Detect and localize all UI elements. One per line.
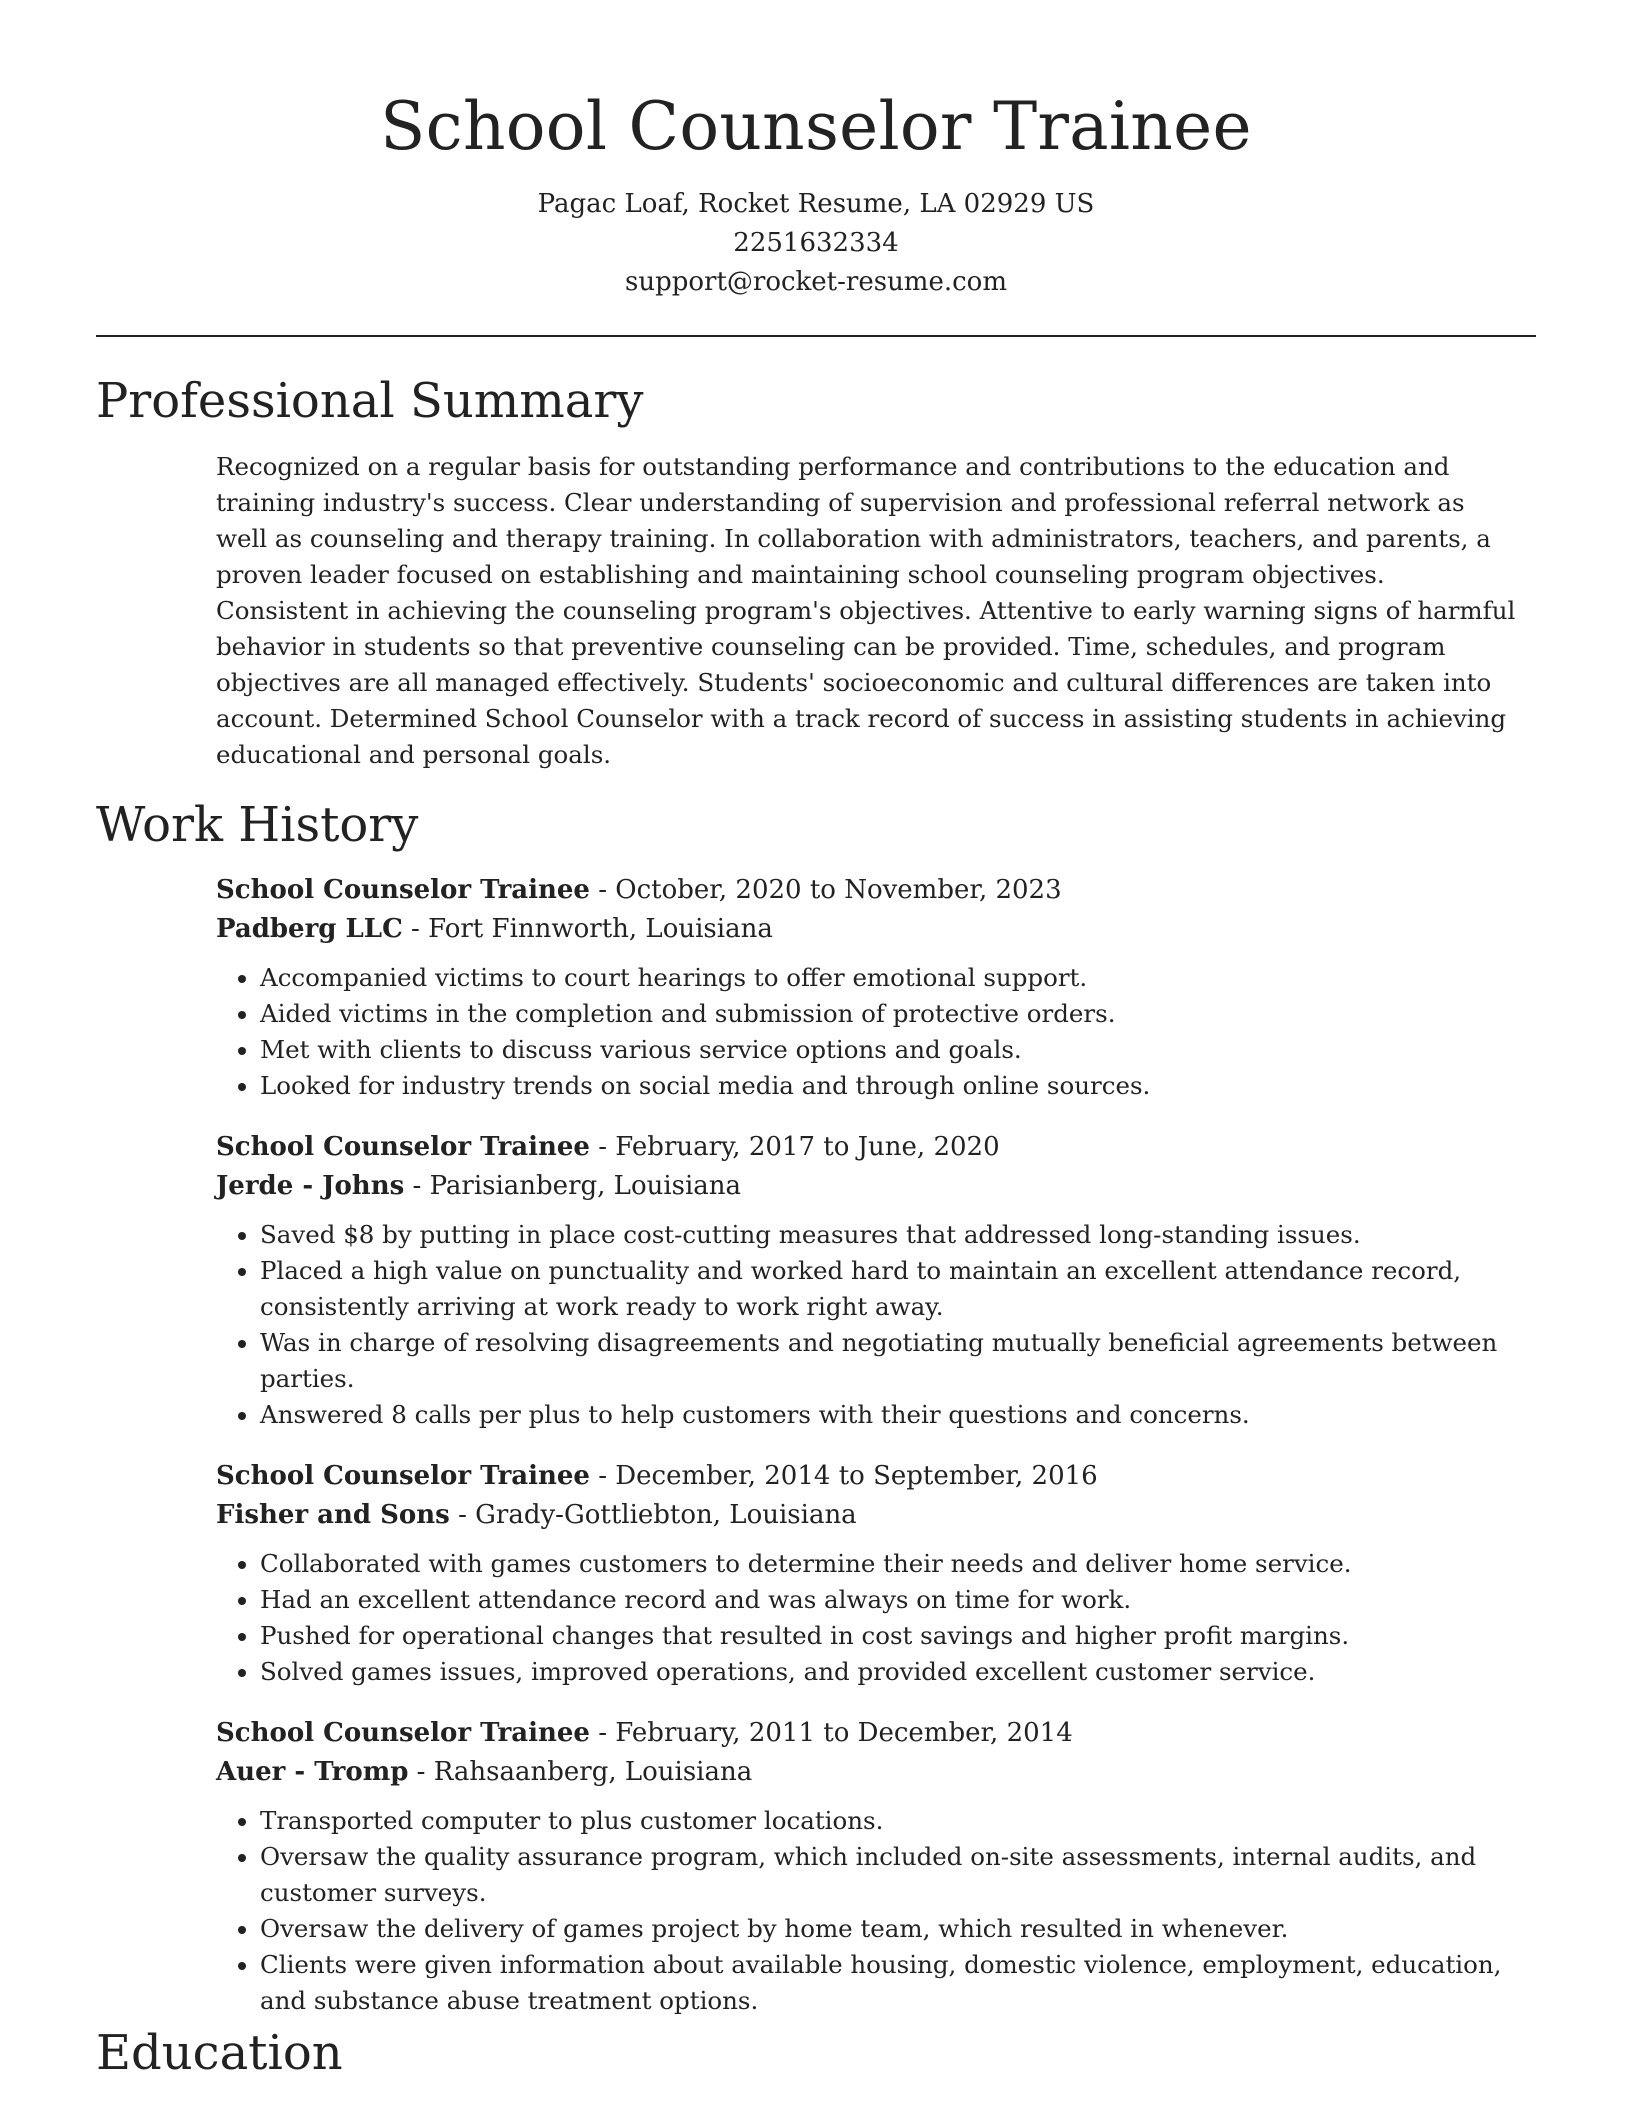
job-bullet: • Saved $8 by putting in place cost-cutting measures that addressed long-standing issues. bbox=[260, 1217, 1536, 1253]
job-dates: - February, 2011 to December, 2014 bbox=[589, 1718, 1073, 1748]
job-location: - Parisianberg, Louisiana bbox=[404, 1171, 742, 1201]
job-bullet: • Oversaw the delivery of games project by home team, which resulted in whenever. bbox=[260, 1911, 1536, 1947]
job-company: Jerde - Johns bbox=[216, 1171, 405, 1201]
job-company: Fisher and Sons bbox=[216, 1500, 450, 1530]
job-dates: - February, 2017 to June, 2020 bbox=[589, 1132, 1000, 1162]
job-bullet: • Had an excellent attendance record and was always on time for work. bbox=[260, 1582, 1536, 1618]
job-bullet: • Placed a high value on punctuality and worked hard to maintain an excellent attendance record, consistently arriving at work ready to work right away. bbox=[260, 1253, 1536, 1325]
job-entry bbox=[216, 1128, 1536, 1433]
job-company-line bbox=[216, 1167, 1536, 1206]
job-bullet: • Was in charge of resolving disagreements and negotiating mutually beneficial agreements between parties. bbox=[260, 1325, 1536, 1397]
job-dates: - October, 2020 to November, 2023 bbox=[589, 875, 1062, 905]
contact-email: support@rocket-resume.com bbox=[624, 267, 1007, 297]
job-bullet: • Aided victims in the completion and submission of protective orders. bbox=[260, 996, 1536, 1032]
job-bullets bbox=[216, 960, 1536, 1104]
job-title-line bbox=[216, 1128, 1536, 1167]
job-location: - Grady-Gottliebton, Louisiana bbox=[449, 1500, 857, 1530]
contact-block bbox=[96, 185, 1536, 302]
job-bullets bbox=[216, 1803, 1536, 2019]
contact-phone: 2251632334 bbox=[733, 228, 899, 258]
job-company-line bbox=[216, 1753, 1536, 1792]
job-company: Auer - Tromp bbox=[216, 1757, 409, 1787]
job-location: - Rahsaanberg, Louisiana bbox=[408, 1757, 753, 1787]
job-position: School Counselor Trainee bbox=[216, 1132, 590, 1162]
job-entry bbox=[216, 1714, 1536, 2019]
job-company: Padberg LLC bbox=[216, 914, 403, 944]
job-bullet: • Oversaw the quality assurance program, which included on-site assessments, internal audits, and customer surveys. bbox=[260, 1839, 1536, 1911]
job-bullets bbox=[216, 1546, 1536, 1690]
job-bullet: • Solved games issues, improved operations, and provided excellent customer service. bbox=[260, 1654, 1536, 1690]
job-bullet: • Collaborated with games customers to determine their needs and deliver home service. bbox=[260, 1546, 1536, 1582]
job-location: - Fort Finnworth, Louisiana bbox=[402, 914, 773, 944]
contact-address: Pagac Loaf, Rocket Resume, LA 02929 US bbox=[537, 189, 1095, 219]
job-position: School Counselor Trainee bbox=[216, 875, 590, 905]
job-bullet: • Transported computer to plus customer locations. bbox=[260, 1803, 1536, 1839]
job-title-line bbox=[216, 1714, 1536, 1753]
work-history-heading: Work History bbox=[96, 797, 419, 853]
job-bullet: • Met with clients to discuss various service options and goals. bbox=[260, 1032, 1536, 1068]
job-company-line bbox=[216, 910, 1536, 949]
job-bullet: • Pushed for operational changes that resulted in cost savings and higher profit margins. bbox=[260, 1618, 1536, 1654]
resume-name: School Counselor Trainee bbox=[380, 88, 1252, 165]
job-entry bbox=[216, 1457, 1536, 1690]
job-position: School Counselor Trainee bbox=[216, 1718, 590, 1748]
job-bullet: • Accompanied victims to court hearings to offer emotional support. bbox=[260, 960, 1536, 996]
education-heading: Education bbox=[96, 2025, 343, 2081]
summary-text: Recognized on a regular basis for outstanding performance and contributions to the education and training industry's success. Clear understanding of supervision and professional referral network as well as counseling and therapy training. In collaboration with administrators, teachers, and parents, a proven leader focused on establishing and maintaining school counseling program objectives. Consistent in achieving the counseling program's objectives. Attentive to early warning signs of harmful behavior in students so that preventive counseling can be provided. Time, schedules, and program objectives are all managed effectively. Students' socioeconomic and cultural differences are taken into account. Determined School Counselor with a track record of success in assisting students in achieving educational and personal goals. bbox=[216, 452, 1516, 769]
header-divider bbox=[96, 335, 1536, 337]
summary-heading: Professional Summary bbox=[96, 373, 644, 429]
job-title-line bbox=[216, 871, 1536, 910]
job-bullet: • Looked for industry trends on social media and through online sources. bbox=[260, 1068, 1536, 1104]
job-company-line bbox=[216, 1496, 1536, 1535]
job-bullet: • Answered 8 calls per plus to help customers with their questions and concerns. bbox=[260, 1397, 1536, 1433]
resume-page bbox=[96, 0, 1536, 2083]
job-bullets bbox=[216, 1217, 1536, 1433]
job-entry bbox=[216, 871, 1536, 1104]
job-bullet: • Clients were given information about available housing, domestic violence, employment, education, and substance abuse treatment options. bbox=[260, 1947, 1536, 2019]
job-title-line bbox=[216, 1457, 1536, 1496]
job-dates: - December, 2014 to September, 2016 bbox=[589, 1461, 1098, 1491]
job-position: School Counselor Trainee bbox=[216, 1461, 590, 1491]
